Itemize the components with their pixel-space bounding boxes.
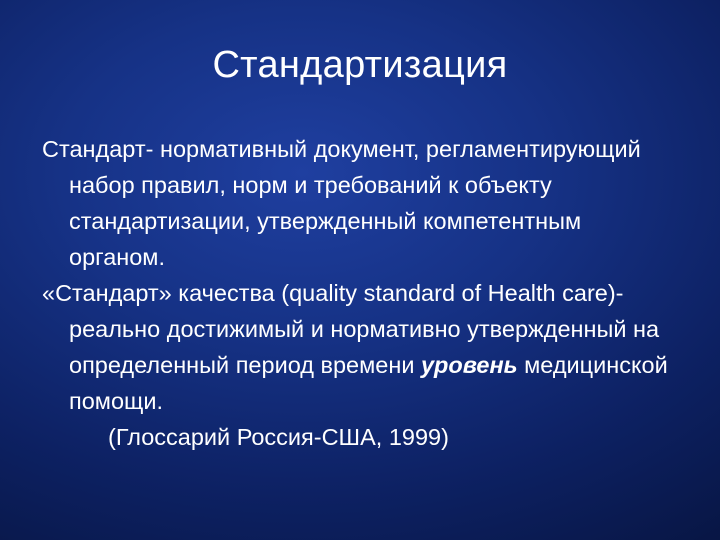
- source-citation: (Глоссарий Россия-США, 1999): [108, 424, 449, 450]
- slide-title: Стандартизация: [212, 44, 508, 86]
- slide-body: [42, 131, 682, 455]
- quality-emphasis: уровень: [420, 352, 518, 378]
- standard-definition: Стандарт- нормативный документ, регламентирующий набор правил, норм и требований к объекту стандартизации, утвержденный компетентным органом.: [42, 136, 641, 270]
- quality-standard-definition: [42, 275, 682, 419]
- quality-text-after: медицинской помощи.: [69, 352, 668, 414]
- quality-text-before: «Стандарт» качества (quality standard of Health care)- реально достижимый и нормативно утвержденный на определенный период времени: [42, 280, 660, 378]
